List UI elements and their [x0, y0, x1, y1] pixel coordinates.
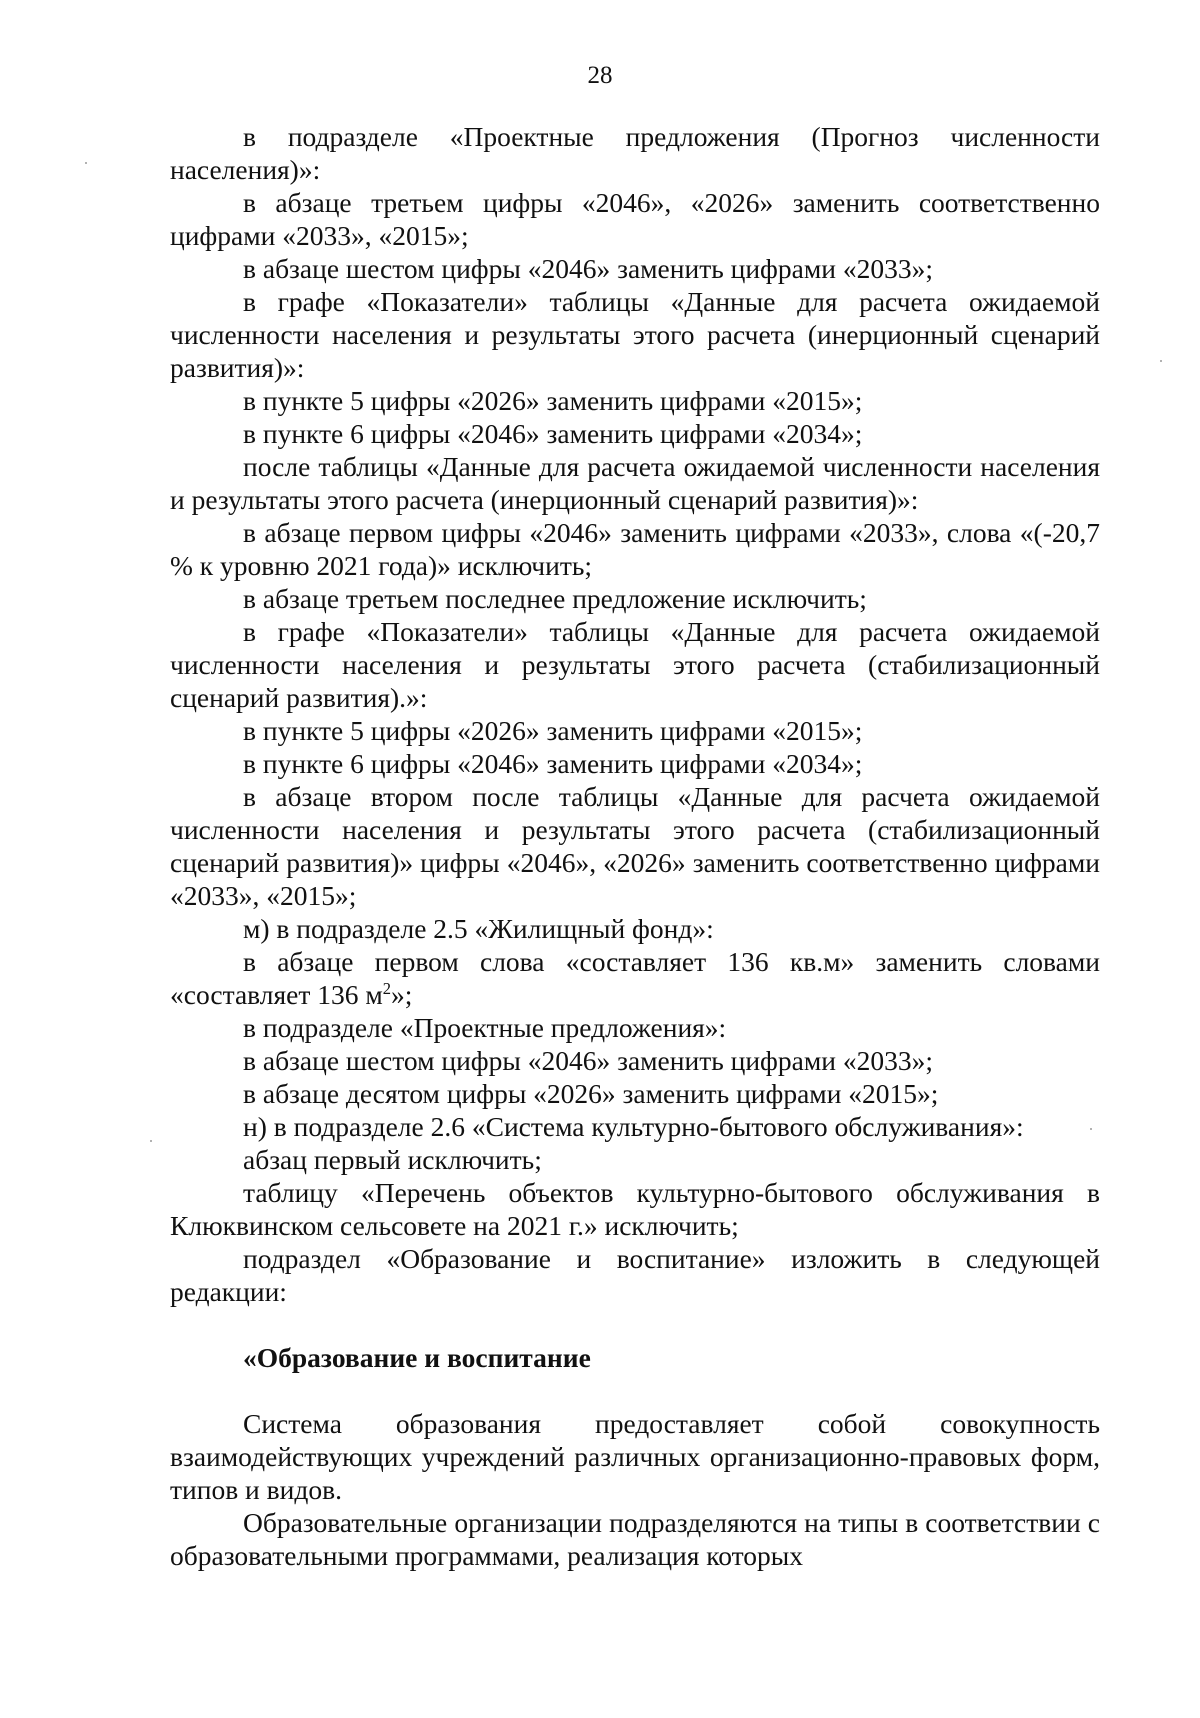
paragraph: в подразделе «Проектные предложения»:: [243, 1012, 727, 1043]
scan-speck: [1160, 360, 1162, 362]
paragraph: в пункте 5 цифры «2026» заменить цифрами «2015»;: [243, 715, 863, 746]
paragraph: Образовательные организации подразделяются на типы в соответствии с образовательными программами, реализация которых: [170, 1507, 1100, 1571]
paragraph: в абзаце шестом цифры «2046» заменить цифрами «2033»;: [243, 253, 933, 284]
paragraph: таблицу «Перечень объектов культурно-бытового обслуживания в Клюквинском сельсовете на 2021 г.» исключить;: [170, 1177, 1100, 1241]
paragraph: н) в подразделе 2.6 «Система культурно-бытового обслуживания»:: [243, 1111, 1024, 1142]
paragraph: Система образования предоставляет собой совокупность взаимодействующих учреждений различных организационно-правовых форм, типов и видов.: [170, 1408, 1100, 1505]
paragraph: в пункте 6 цифры «2046» заменить цифрами «2034»;: [243, 748, 863, 779]
paragraph: в графе «Показатели» таблицы «Данные для расчета ожидаемой численности населения и результаты этого расчета (стабилизационный сценарий развития).»:: [170, 616, 1100, 713]
scan-speck: [1090, 1128, 1092, 1130]
paragraph: в абзаце первом цифры «2046» заменить цифрами «2033», слова «(-20,7 % к уровню 2021 года)» исключить;: [170, 517, 1100, 581]
section-heading: «Образование и воспитание: [243, 1342, 591, 1373]
paragraph: абзац первый исключить;: [243, 1144, 542, 1175]
scan-speck: [150, 1140, 152, 1142]
paragraph-text: в абзаце первом слова «составляет 136 кв.м» заменить словами «составляет 136 м: [170, 946, 1100, 1010]
superscript-exponent: 2: [382, 978, 392, 998]
page-number: 28: [587, 62, 613, 89]
paragraph-area-units: [170, 945, 1100, 1011]
paragraph: в графе «Показатели» таблицы «Данные для расчета ожидаемой численности населения и результаты этого расчета (инерционный сценарий развития)»:: [170, 286, 1100, 383]
paragraph: подраздел «Образование и воспитание» изложить в следующей редакции:: [170, 1243, 1100, 1307]
paragraph: в абзаце десятом цифры «2026» заменить цифрами «2015»;: [243, 1078, 939, 1109]
paragraph: в подразделе «Проектные предложения (Прогноз численности населения)»:: [170, 121, 1100, 185]
paragraph: после таблицы «Данные для расчета ожидаемой численности населения и результаты этого расчета (инерционный сценарий развития)»:: [170, 451, 1100, 515]
paragraph: в абзаце шестом цифры «2046» заменить цифрами «2033»;: [243, 1045, 933, 1076]
paragraph: в абзаце третьем цифры «2046», «2026» заменить соответственно цифрами «2033», «2015»;: [170, 187, 1100, 251]
paragraph: в пункте 6 цифры «2046» заменить цифрами «2034»;: [243, 418, 863, 449]
document-body: [170, 120, 1100, 1572]
scan-speck: [85, 162, 87, 164]
paragraph: в пункте 5 цифры «2026» заменить цифрами «2015»;: [243, 385, 863, 416]
paragraph: в абзаце третьем последнее предложение исключить;: [243, 583, 867, 614]
paragraph: м) в подразделе 2.5 «Жилищный фонд»:: [243, 913, 714, 944]
paragraph-tail: »;: [391, 979, 413, 1010]
paragraph: в абзаце втором после таблицы «Данные для расчета ожидаемой численности населения и результаты этого расчета (стабилизационный сценарий развития)» цифры «2046», «2026» заменить соответственно цифрами «2033», «2015»;: [170, 781, 1100, 911]
